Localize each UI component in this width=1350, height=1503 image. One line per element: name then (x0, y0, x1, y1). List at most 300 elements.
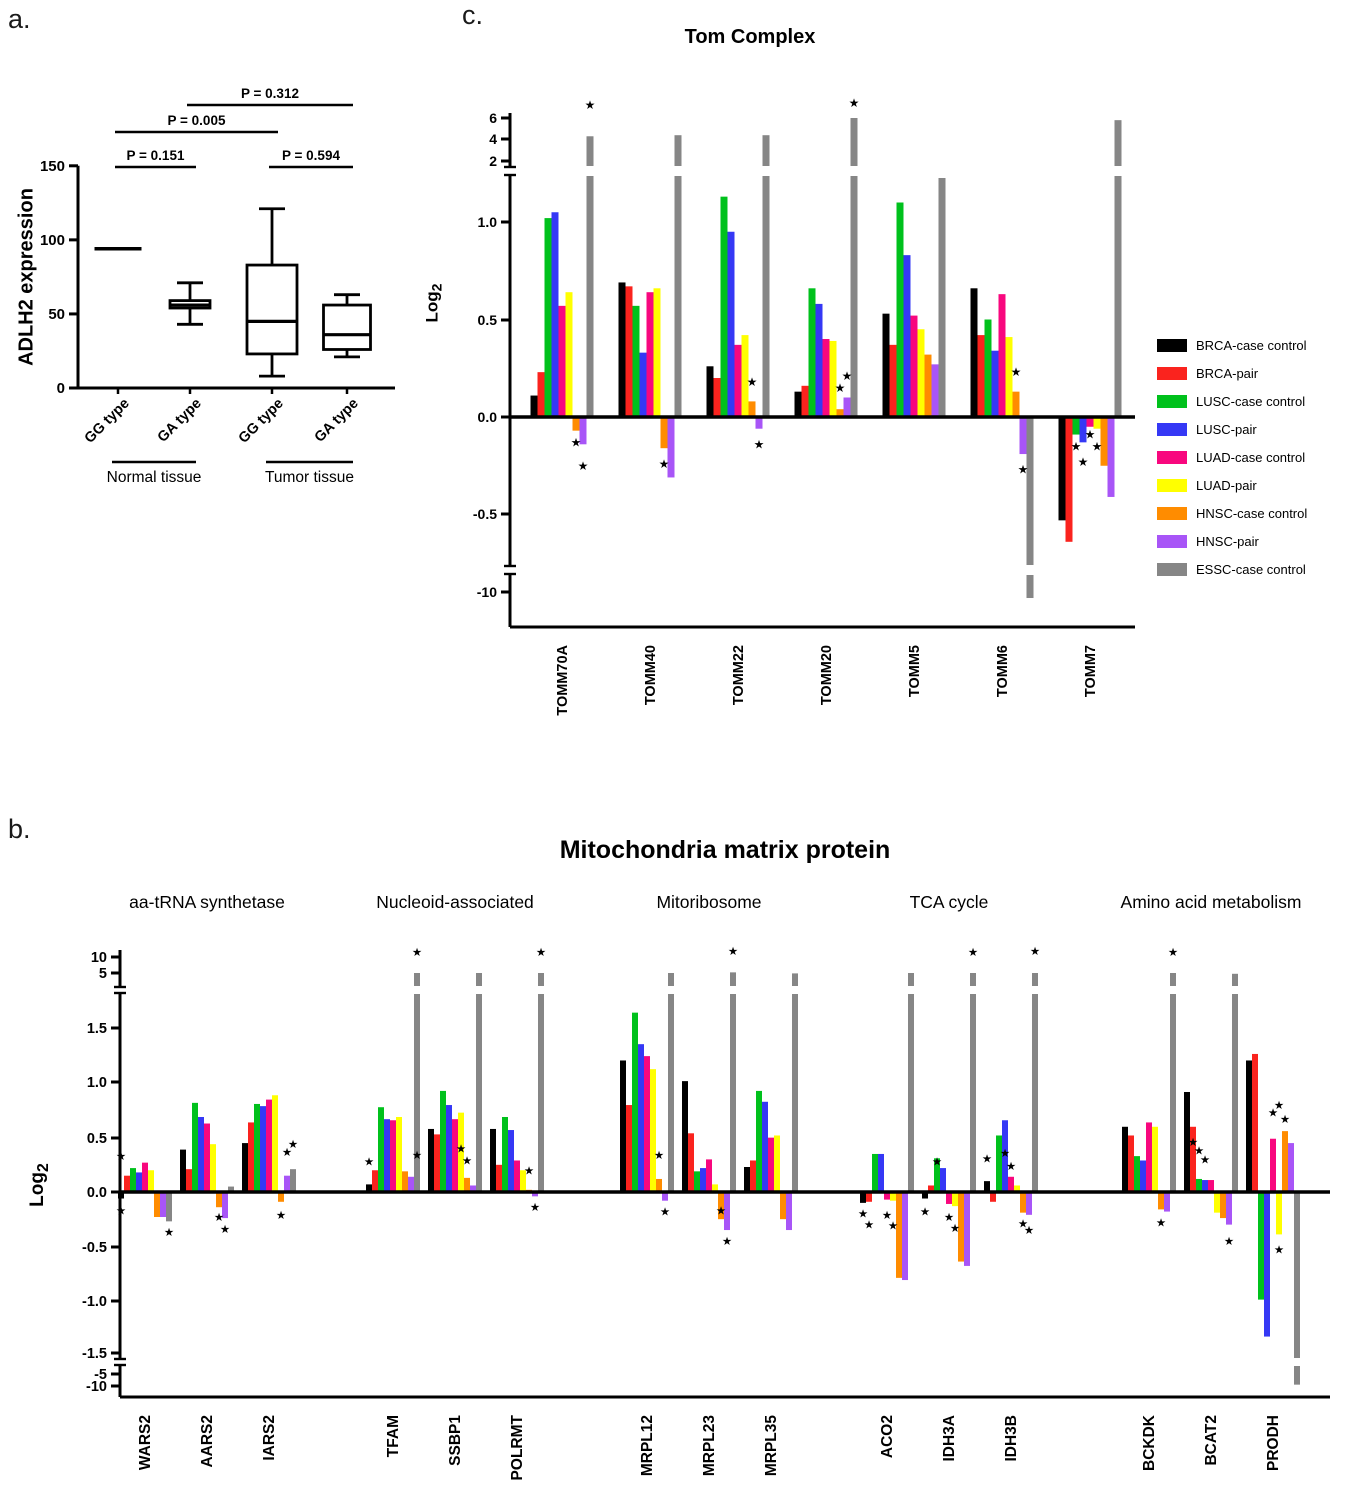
adlh2-boxplot-chart (0, 0, 450, 770)
bar-aco2-essc-case-control (908, 973, 914, 1192)
bar-bcat2-essc-case-control (1232, 974, 1238, 1192)
significance-star: ★ (653, 1150, 665, 1163)
bar-mrpl12-hnsc-case-control (656, 1179, 662, 1192)
legend-item-luad-pair (1157, 471, 1307, 499)
bar-tomm7-brca-case-control (1059, 417, 1066, 520)
bar-tomm20-hnsc-pair (844, 398, 851, 418)
bar-mrpl35-lusc-case-control (756, 1091, 762, 1192)
bar-tomm5-hnsc-case-control (925, 355, 932, 417)
bar-tomm7-essc-case-control (1115, 120, 1122, 417)
panel-a-letter: a. (8, 4, 31, 34)
significance-star: ★ (529, 1202, 541, 1215)
x-tick-label-iars2: IARS2 (261, 1415, 278, 1461)
bar-mrpl12-essc-case-control (668, 973, 674, 1192)
significance-star: ★ (721, 1235, 733, 1248)
bar-polrmt-brca-pair (496, 1165, 502, 1192)
significance-star: ★ (715, 1205, 727, 1218)
bar-mrpl35-luad-pair (774, 1135, 780, 1192)
bar-tomm20-luad-case-control (823, 339, 830, 417)
log-label-text: Log (422, 291, 442, 323)
y-tick-label: 6 (489, 110, 497, 126)
legend-swatch-essc-case-control (1157, 563, 1187, 576)
bar-tomm6-brca-pair (978, 335, 985, 417)
legend-item-luad-case-control (1157, 443, 1307, 471)
bar-aars2-brca-pair (186, 1169, 192, 1192)
bar-tomm70a-brca-case-control (531, 396, 538, 417)
bar-mrpl23-brca-pair (688, 1133, 694, 1192)
bar-bckdk-hnsc-case-control (1158, 1192, 1164, 1209)
bar-tomm20-lusc-case-control (809, 288, 816, 417)
bar-tomm20-lusc-pair (816, 304, 823, 417)
significance-star: ★ (523, 1165, 535, 1178)
x-tick-label-mrpl23: MRPL23 (701, 1415, 718, 1477)
bar-tomm6-brca-case-control (971, 288, 978, 417)
legend-item-lusc-pair (1157, 415, 1307, 443)
significance-star: ★ (461, 1155, 473, 1168)
bar-mrpl35-luad-case-control (768, 1138, 774, 1192)
significance-star: ★ (659, 1206, 671, 1219)
significance-star: ★ (753, 437, 765, 452)
x-tick-label-bckdk: BCKDK (1141, 1415, 1158, 1471)
bar-prodh-luad-pair (1276, 1192, 1282, 1234)
tom-complex-title: Tom Complex (684, 26, 816, 48)
bar-iars2-lusc-pair (260, 1106, 266, 1192)
bar-aars2-luad-pair (210, 1144, 216, 1192)
bar-wars2-luad-case-control (142, 1163, 148, 1192)
axis-break-band (122, 1358, 1330, 1366)
x-tick-label-prodh: PRODH (1265, 1415, 1282, 1471)
bar-tomm6-lusc-case-control (985, 320, 992, 418)
y-tick-label: 0.0 (477, 409, 497, 425)
significance-star: ★ (834, 380, 846, 395)
bar-mrpl12-lusc-pair (638, 1044, 644, 1192)
y-tick-label: -1.0 (82, 1294, 107, 1310)
significance-star: ★ (1199, 1154, 1211, 1167)
bar-tomm70a-brca-pair (538, 372, 545, 417)
bar-aars2-lusc-case-control (192, 1103, 198, 1192)
bar-tomm22-lusc-pair (728, 232, 735, 417)
bar-wars2-lusc-pair (136, 1172, 142, 1192)
bar-tomm40-brca-case-control (619, 282, 626, 417)
bar-aars2-brca-case-control (180, 1150, 186, 1192)
bar-bcat2-lusc-case-control (1196, 1179, 1202, 1192)
y-tick-label: 10 (90, 950, 107, 966)
bar-tomm20-luad-pair (830, 341, 837, 417)
y-tick-label: 0 (56, 380, 65, 397)
pvalue-label: P = 0.005 (167, 113, 226, 128)
bar-prodh-hnsc-case-control (1282, 1131, 1288, 1192)
legend-swatch-brca-case-control (1157, 339, 1187, 352)
x-tick-label-tomm7: TOMM7 (1083, 645, 1099, 698)
bar-prodh-essc-case-control (1294, 1192, 1300, 1385)
bar-mrpl35-lusc-pair (762, 1102, 768, 1192)
bar-tfam-lusc-case-control (378, 1107, 384, 1192)
bar-tomm5-luad-case-control (911, 316, 918, 417)
bar-idh3b-hnsc-case-control (1020, 1192, 1026, 1213)
bar-mrpl35-brca-case-control (744, 1167, 750, 1192)
x-tick-label-bcat2: BCAT2 (1203, 1415, 1220, 1466)
bar-tomm5-brca-case-control (883, 314, 890, 417)
x-tick-label-mrpl35: MRPL35 (763, 1415, 780, 1477)
significance-star: ★ (848, 95, 860, 110)
y-tick-label: 1.0 (477, 214, 497, 230)
significance-star: ★ (275, 1209, 287, 1222)
panel-c-letter: c. (462, 0, 484, 30)
significance-star: ★ (1167, 947, 1179, 960)
bar-wars2-luad-pair (148, 1170, 154, 1192)
legend-item-brca-pair (1157, 359, 1307, 387)
bar-mrpl35-hnsc-pair (786, 1192, 792, 1230)
bar-bcat2-hnsc-pair (1226, 1192, 1232, 1225)
bar-tomm40-lusc-case-control (633, 306, 640, 417)
x-tick-label-tomm70a: TOMM70A (555, 645, 571, 716)
significance-star: ★ (163, 1227, 175, 1240)
y-tick-label: 2 (489, 153, 497, 169)
bar-tomm22-brca-case-control (707, 366, 714, 417)
panel-a-y-axis-label: ADLH2 expression (15, 188, 38, 366)
x-tick-label-tfam: TFAM (385, 1415, 402, 1458)
significance-star: ★ (999, 1147, 1011, 1160)
significance-star: ★ (863, 1219, 875, 1232)
bar-idh3a-luad-pair (952, 1192, 958, 1206)
bar-polrmt-lusc-pair (508, 1130, 514, 1192)
bar-tomm70a-lusc-case-control (545, 218, 552, 417)
significance-star: ★ (1155, 1217, 1167, 1230)
y-tick-label: 100 (39, 231, 65, 249)
pathway-label-nucleoid-associated: Nucleoid-associated (376, 892, 534, 912)
significance-star: ★ (287, 1139, 299, 1152)
bar-idh3b-lusc-case-control (996, 1135, 1002, 1192)
bar-wars2-lusc-case-control (130, 1168, 136, 1192)
bar-polrmt-lusc-case-control (502, 1117, 508, 1192)
bar-prodh-lusc-case-control (1258, 1192, 1264, 1300)
bar-tomm5-brca-pair (890, 345, 897, 417)
significance-star: ★ (1005, 1160, 1017, 1173)
bar-tomm22-essc-case-control (763, 135, 770, 417)
bar-idh3b-hnsc-pair (1026, 1192, 1032, 1215)
y-tick-label: -5 (94, 1367, 107, 1383)
y-tick-label: -0.5 (472, 506, 497, 522)
significance-star: ★ (1010, 365, 1022, 380)
bar-bckdk-luad-case-control (1146, 1122, 1152, 1192)
y-tick-label: 1.5 (86, 1021, 107, 1037)
bar-iars2-brca-pair (248, 1122, 254, 1192)
legend-item-essc-case-control (1157, 555, 1307, 583)
bar-mrpl35-essc-case-control (792, 973, 798, 1192)
significance-star: ★ (1267, 1107, 1279, 1120)
significance-star: ★ (213, 1212, 225, 1225)
y-tick-label: 0.0 (86, 1185, 107, 1201)
significance-star: ★ (219, 1223, 231, 1236)
bar-mrpl12-lusc-case-control (632, 1013, 638, 1192)
legend-label: LUSC-case control (1196, 393, 1306, 409)
bar-tomm22-brca-pair (714, 378, 721, 417)
x-tick-label-mrpl12: MRPL12 (639, 1415, 656, 1477)
bar-tomm22-hnsc-case-control (749, 401, 756, 417)
bar-tfam-luad-pair (396, 1117, 402, 1192)
significance-star: ★ (1273, 1100, 1285, 1113)
bar-tomm5-lusc-case-control (897, 203, 904, 418)
x-tick-label-gg-type: GG type (81, 395, 133, 447)
bar-iars2-brca-case-control (242, 1143, 248, 1192)
bar-tomm40-brca-pair (626, 286, 633, 417)
tissue-group-label-tumor-tissue: Tumor tissue (264, 469, 355, 486)
tissue-group-label-normal-tissue: Normal tissue (106, 469, 202, 486)
x-tick-label-gg-type: GG type (235, 395, 287, 447)
bar-tomm6-hnsc-case-control (1013, 392, 1020, 417)
legend-label: BRCA-case control (1196, 337, 1307, 353)
x-tick-label-wars2: WARS2 (137, 1415, 154, 1471)
legend-swatch-hnsc-pair (1157, 535, 1187, 548)
significance-star: ★ (931, 1156, 943, 1169)
legend-swatch-lusc-case-control (1157, 395, 1187, 408)
bar-aco2-lusc-pair (878, 1154, 884, 1192)
significance-star: ★ (1273, 1244, 1285, 1257)
significance-star: ★ (841, 369, 853, 384)
bar-tomm7-lusc-case-control (1073, 417, 1080, 435)
significance-star: ★ (1077, 454, 1089, 469)
x-tick-label-ssbp1: SSBP1 (447, 1415, 464, 1466)
pvalue-label: P = 0.594 (282, 148, 340, 163)
bar-tomm70a-essc-case-control (587, 136, 594, 417)
mitochondria-matrix-title: Mitochondria matrix protein (559, 836, 891, 864)
bar-aco2-hnsc-case-control (896, 1192, 902, 1278)
bar-mrpl12-luad-case-control (644, 1056, 650, 1192)
bar-polrmt-luad-case-control (514, 1160, 520, 1192)
legend-swatch-hnsc-case-control (1157, 507, 1187, 520)
box-gg-type-2 (247, 209, 297, 376)
bar-iars2-lusc-case-control (254, 1104, 260, 1192)
x-tick-label-polrmt: POLRMT (509, 1415, 526, 1481)
bar-iars2-essc-case-control (290, 1169, 296, 1192)
bar-tomm7-brca-pair (1066, 417, 1073, 542)
bar-mrpl12-brca-pair (626, 1105, 632, 1192)
bar-mrpl23-lusc-case-control (694, 1171, 700, 1192)
bar-tomm40-lusc-pair (640, 353, 647, 417)
bar-ssbp1-brca-case-control (428, 1129, 434, 1192)
bar-prodh-brca-case-control (1246, 1060, 1252, 1192)
bar-ssbp1-brca-pair (434, 1134, 440, 1192)
legend-swatch-luad-case-control (1157, 451, 1187, 464)
significance-star: ★ (746, 374, 758, 389)
significance-star: ★ (1091, 439, 1103, 454)
bar-bcat2-luad-case-control (1208, 1180, 1214, 1192)
bar-prodh-lusc-pair (1264, 1192, 1270, 1337)
bar-iars2-hnsc-pair (284, 1176, 290, 1192)
legend-item-hnsc-case-control (1157, 499, 1307, 527)
bar-bcat2-luad-pair (1214, 1192, 1220, 1213)
box-ga-type-1 (170, 283, 210, 324)
significance-star: ★ (887, 1220, 899, 1233)
bar-idh3a-hnsc-pair (964, 1192, 970, 1266)
bar-tomm6-hnsc-pair (1020, 417, 1027, 454)
significance-star: ★ (981, 1153, 993, 1166)
bar-mrpl23-lusc-pair (700, 1168, 706, 1192)
y-tick-label: 4 (489, 131, 497, 147)
x-tick-label-idh3a: IDH3A (941, 1415, 958, 1462)
bar-tfam-brca-pair (372, 1170, 378, 1192)
bar-aars2-hnsc-case-control (216, 1192, 222, 1207)
bar-mrpl23-brca-case-control (682, 1081, 688, 1192)
bar-mrpl12-luad-pair (650, 1069, 656, 1192)
bar-ssbp1-lusc-pair (446, 1105, 452, 1192)
bar-tomm20-brca-case-control (795, 392, 802, 417)
bar-ssbp1-luad-case-control (452, 1119, 458, 1192)
bar-iars2-luad-pair (272, 1095, 278, 1192)
legend-label: ESSC-case control (1196, 561, 1306, 577)
bar-tomm40-luad-pair (654, 288, 661, 417)
tom-complex-plot (473, 96, 1135, 716)
bar-tomm6-luad-case-control (999, 294, 1006, 417)
bar-idh3b-luad-case-control (1008, 1177, 1014, 1192)
significance-star: ★ (570, 435, 582, 450)
bar-mrpl35-brca-pair (750, 1160, 756, 1192)
bar-prodh-hnsc-pair (1288, 1143, 1294, 1192)
significance-star: ★ (1193, 1145, 1205, 1158)
significance-star: ★ (1023, 1225, 1035, 1238)
bar-tomm5-luad-pair (918, 329, 925, 417)
bar-tomm70a-luad-case-control (559, 306, 566, 417)
significance-star: ★ (1017, 1218, 1029, 1231)
legend-label: LUAD-case control (1196, 449, 1306, 465)
x-tick-label-tomm6: TOMM6 (995, 645, 1011, 698)
iqr-box (324, 305, 371, 349)
bar-ssbp1-essc-case-control (476, 973, 482, 1192)
x-tick-label-ga-type: GA type (154, 395, 205, 446)
bar-tfam-hnsc-pair (408, 1177, 414, 1192)
mito-matrix-plot (82, 892, 1330, 1480)
bar-mrpl23-luad-case-control (706, 1159, 712, 1192)
x-tick-label-ga-type: GA type (311, 395, 362, 446)
x-tick-label-tomm40: TOMM40 (643, 645, 659, 706)
y-tick-label: 0.5 (477, 312, 497, 328)
bar-tomm20-brca-pair (802, 386, 809, 417)
x-tick-label-tomm22: TOMM22 (731, 645, 747, 706)
bar-tomm22-lusc-case-control (721, 197, 728, 417)
bar-tomm70a-hnsc-case-control (573, 417, 580, 431)
bar-ssbp1-lusc-case-control (440, 1091, 446, 1192)
x-tick-label-aco2: ACO2 (879, 1415, 896, 1459)
y-tick-label: -10 (476, 584, 497, 600)
bar-wars2-hnsc-pair (160, 1192, 166, 1217)
legend-item-hnsc-pair (1157, 527, 1307, 555)
bar-tomm40-hnsc-case-control (661, 417, 668, 448)
legend-item-brca-case-control (1157, 331, 1307, 359)
bar-tomm70a-lusc-pair (552, 212, 559, 417)
bar-tomm5-hnsc-pair (932, 364, 939, 417)
significance-star: ★ (535, 947, 547, 960)
bar-prodh-brca-pair (1252, 1054, 1258, 1192)
legend-label: LUAD-pair (1196, 477, 1257, 493)
bar-tomm7-hnsc-pair (1108, 417, 1115, 497)
bar-tfam-lusc-pair (384, 1119, 390, 1192)
bar-idh3a-essc-case-control (970, 973, 976, 1192)
bar-bckdk-hnsc-pair (1164, 1192, 1170, 1212)
significance-star: ★ (115, 1151, 127, 1164)
pathway-label-amino-acid-metabolism: Amino acid metabolism (1120, 892, 1302, 912)
bar-tomm22-hnsc-pair (756, 417, 763, 429)
series-legend (1157, 331, 1307, 583)
significance-star: ★ (658, 456, 670, 471)
bar-wars2-brca-pair (124, 1176, 130, 1192)
x-tick-label-tomm20: TOMM20 (819, 645, 835, 706)
pathway-label-tca-cycle: TCA cycle (909, 892, 989, 912)
bar-mrpl12-brca-case-control (620, 1060, 626, 1192)
y-tick-label: 1.0 (86, 1075, 107, 1091)
legend-swatch-luad-pair (1157, 479, 1187, 492)
y-tick-label: 0.5 (86, 1131, 107, 1147)
significance-star: ★ (281, 1146, 293, 1159)
pvalue-label: P = 0.312 (241, 86, 299, 101)
bar-tomm22-luad-case-control (735, 345, 742, 417)
bar-bckdk-lusc-case-control (1134, 1156, 1140, 1192)
significance-star: ★ (1223, 1235, 1235, 1248)
significance-star: ★ (455, 1143, 467, 1156)
bar-wars2-hnsc-case-control (154, 1192, 160, 1217)
bar-tomm40-essc-case-control (675, 135, 682, 417)
significance-star: ★ (411, 947, 423, 960)
y-tick-label: 50 (48, 305, 65, 323)
box-ga-type-3 (324, 295, 371, 357)
axis-break-band (122, 986, 1330, 994)
x-tick-label-idh3b: IDH3B (1003, 1415, 1020, 1462)
bar-tfam-hnsc-case-control (402, 1171, 408, 1192)
significance-star: ★ (577, 458, 589, 473)
significance-star: ★ (727, 946, 739, 959)
bar-aars2-lusc-pair (198, 1117, 204, 1192)
significance-star: ★ (363, 1156, 375, 1169)
significance-star: ★ (949, 1222, 961, 1235)
bar-tomm5-lusc-pair (904, 255, 911, 417)
pathway-label-aa-trna-synthetase: aa-tRNA synthetase (129, 892, 285, 912)
log-label-sub: 2 (34, 1163, 52, 1172)
bar-wars2-essc-case-control (166, 1192, 172, 1221)
panel-b-letter: b. (8, 814, 31, 844)
y-tick-label: 5 (98, 966, 107, 982)
x-tick-label-tomm5: TOMM5 (907, 645, 923, 698)
bar-idh3a-luad-case-control (946, 1192, 952, 1204)
bar-tomm40-luad-case-control (647, 292, 654, 417)
bar-bcat2-lusc-pair (1202, 1180, 1208, 1192)
significance-star: ★ (919, 1206, 931, 1219)
significance-star: ★ (943, 1212, 955, 1225)
significance-star: ★ (584, 98, 596, 113)
significance-star: ★ (1187, 1136, 1199, 1149)
significance-star: ★ (1279, 1114, 1291, 1127)
legend-swatch-brca-pair (1157, 367, 1187, 380)
bar-tomm5-essc-case-control (939, 178, 946, 417)
iqr-box (247, 265, 297, 354)
log-label-text: Log (27, 1171, 49, 1207)
bar-aars2-luad-case-control (204, 1124, 210, 1192)
bar-ssbp1-hnsc-case-control (464, 1178, 470, 1192)
bar-bckdk-luad-pair (1152, 1127, 1158, 1192)
bar-prodh-luad-case-control (1270, 1139, 1276, 1192)
bar-tomm70a-luad-pair (566, 292, 573, 417)
y-tick-label: 150 (39, 157, 65, 175)
significance-star: ★ (411, 1150, 423, 1163)
pathway-label-mitoribosome: Mitoribosome (656, 892, 762, 912)
bar-mrpl35-hnsc-case-control (780, 1192, 786, 1219)
significance-star: ★ (1029, 946, 1041, 959)
legend-label: HNSC-pair (1196, 533, 1259, 549)
bar-tomm6-lusc-pair (992, 351, 999, 417)
legend-label: LUSC-pair (1196, 421, 1257, 437)
bar-bckdk-brca-pair (1128, 1135, 1134, 1192)
legend-item-lusc-case-control (1157, 387, 1307, 415)
bar-aco2-lusc-case-control (872, 1154, 878, 1192)
bar-polrmt-essc-case-control (538, 973, 544, 1192)
